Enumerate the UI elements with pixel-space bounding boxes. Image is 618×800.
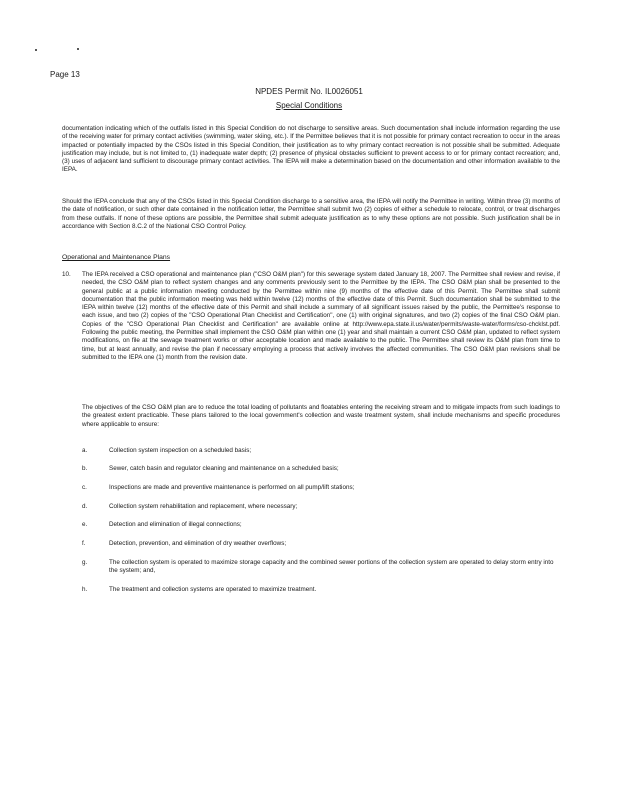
list-item-text: Inspections are made and preventive maintenance is performed on all pump/lift stations; (109, 484, 355, 491)
list-item-text: The treatment and collection systems are operated to maximize treatment. (109, 586, 317, 593)
scan-speck (77, 48, 79, 50)
list-item-text: Detection, prevention, and elimination of dry weather overflows; (109, 540, 287, 547)
list-item-letter: g. (82, 559, 88, 566)
paragraph-cso-om-plan: The IEPA received a CSO operational and maintenance plan ("CSO O&M plan") for this sewerage system dated January 18, 2007. The Permittee shall review and revise, if needed, the CSO O&M plan to reflect system changes and any comments previously sent to the Permittee by the IEPA. The CSO O&M plan shall be presented to the general public at a public information meeting conducted by the Permittee within nine (9) months of the effective date of this Permit. The Permittee shall submit documentation that the public information meeting was held within twelve (12) months of the effective date of this Permit. Such documentation shall be submitted to the IEPA within twelve (12) months of the effective date of this Permit and shall include a summary of all significant issues raised by the public, the Permittee's response to each issue, and two (2) copies of the "CSO Operational Plan Checklist and Certification", one (1) with original signatures, and two (2) copies of the final CSO O&M plan. Copies of the "CSO Operational Plan Checklist and Certification" are available online at http://www.epa.state.il.us/water/permits/waste-water/forms/cso-chcklst.pdf. Following the public meeting, the Permittee shall implement the CSO O&M plan within one (1) year and shall maintain a current CSO O&M plan, updated to reflect system modifications, on file at the sewage treatment works or other acceptable location and made available to the public. The Permittee shall review its O&M plan from time to time, but at least annually, and revise the plan if necessary employing a process that actively involves the affected communities. The CSO O&M plan revisions shall be submitted to the IEPA one (1) month from the revision date. (82, 271, 560, 361)
list-item-letter: e. (82, 521, 88, 528)
list-item-letter: h. (82, 586, 88, 593)
list-item-letter: a. (82, 447, 88, 454)
list-item-text: The collection system is operated to maximize storage capacity and the combined sewer portions of the collection system are operated to delay storm entry into the system; and, (109, 559, 554, 575)
list-item-text: Collection system inspection on a scheduled basis; (109, 447, 252, 454)
list-item-letter: b. (82, 465, 88, 472)
list-item-letter: f. (82, 540, 86, 547)
page-number: Page 13 (50, 70, 80, 79)
condition-number: 10. (62, 271, 71, 278)
section-title: Special Conditions (275, 101, 343, 110)
list-item-text: Sewer, catch basin and regulator cleaning and maintenance on a scheduled basis; (109, 465, 339, 472)
om-plans-heading: Operational and Maintenance Plans (62, 254, 171, 261)
list-item-letter: c. (82, 484, 87, 491)
paragraph-iepa-notification: Should the IEPA conclude that any of the CSOs listed in this Special Condition discharge to a sensitive area, the IEPA will notify the Permittee in writing. Within three (3) months of the date of notification, or such other date contained in the notification letter, the Permittee shall submit two (2) copies of either a schedule to relocate, control, or treat discharges from these outfalls. If none of these options are possible, the Permittee shall submit adequate justification as to why these options are not possible. Such justification shall be in accordance with Section 8.C.2 of the National CSO Control Policy. (62, 198, 560, 230)
paragraph-om-objectives: The objectives of the CSO O&M plan are to reduce the total loading of pollutants and floatables entering the receiving stream and to mitigate impacts from such loadings to the greatest extent practicable. These plans tailored to the local government's collection and waste treatment system, shall include mechanisms and specific procedures where applicable to ensure: (82, 404, 560, 428)
list-item-letter: d. (82, 503, 88, 510)
list-item-text: Collection system rehabilitation and replacement, where necessary; (109, 503, 298, 510)
permit-number: NPDES Permit No. IL0026051 (255, 87, 363, 96)
scan-speck (35, 49, 37, 51)
list-item-text: Detection and elimination of illegal connections; (109, 521, 242, 528)
paragraph-sensitive-areas-documentation: documentation indicating which of the outfalls listed in this Special Condition do not discharge to sensitive areas. Such documentation shall include information regarding the use of the receiving water for primary contact activities (swimming, water skiing, etc.). If the Permittee believes that it is not possible for primary contact recreation to occur in the areas impacted or potentially impacted by the CSOs listed in this Special Condition, their justification as to why primary contact recreation is not possible shall be submitted. Adequate justification may include, but is not limited to, (1) inadequate water depth; (2) presence of physical obstacles sufficient to prevent access to or for primary contact recreation; and, (3) uses of adjacent land sufficient to discourage primary contact activities. The IEPA will make a determination based on the documentation and other information available to the IEPA. (62, 125, 560, 174)
